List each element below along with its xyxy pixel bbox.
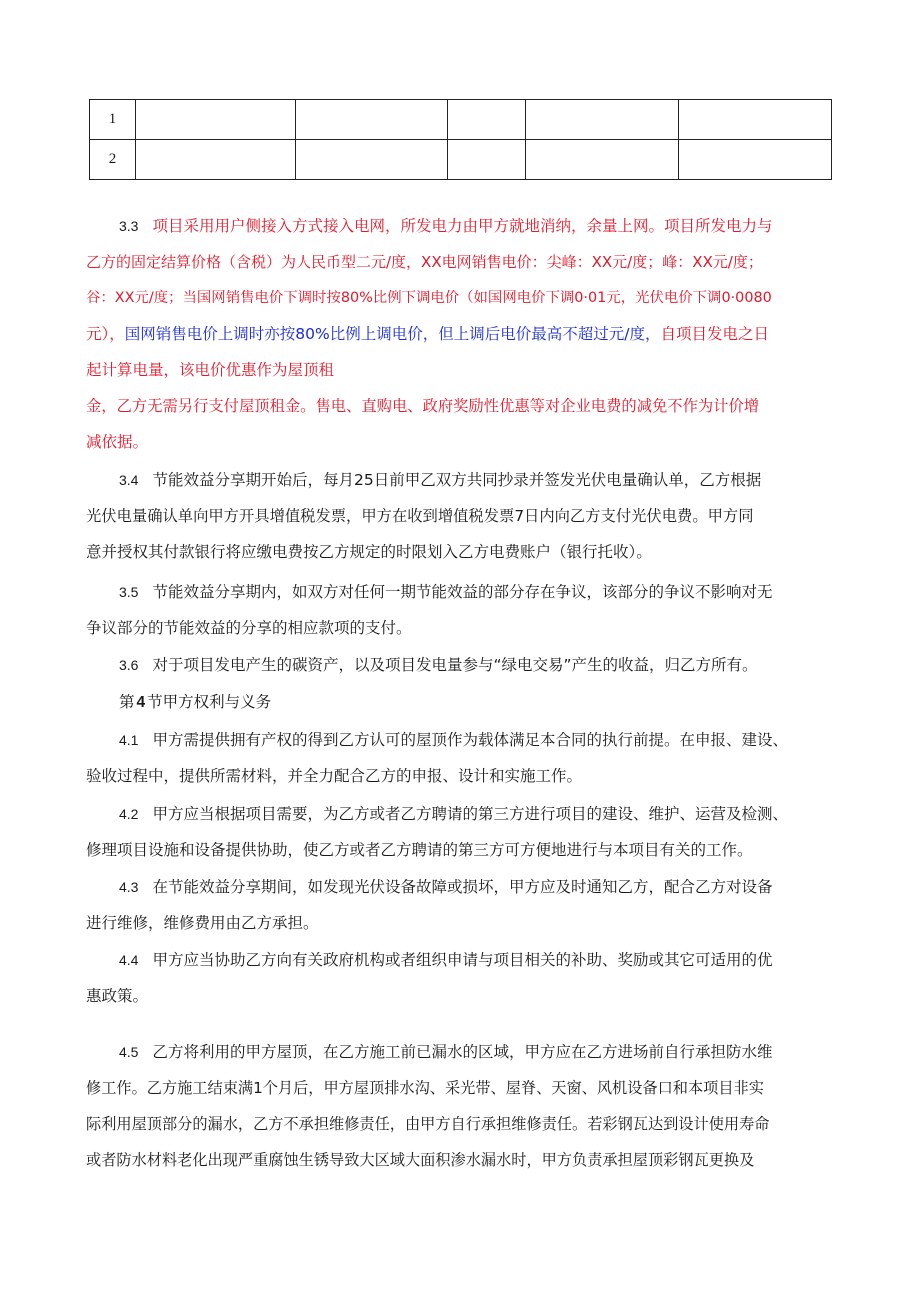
- clause-text-line: 光伏电量确认单向甲方开具增值税发票，甲方在收到增值税发票7日内向乙方支付光伏电费。甲方同: [86, 507, 754, 525]
- clause-text-line: 甲方需提供拥有产权的得到乙方认可的屋顶作为载体满足本合同的执行前提。在申报、建设、: [152, 731, 788, 749]
- clause-text-fragment: 自项目发电之日: [660, 325, 769, 343]
- row-number-cell: 2: [90, 140, 136, 180]
- clause-text-line: 节能效益分享期开始后，每月25日前甲乙双方共同抄录并签发光伏电量确认单，乙方根据: [152, 471, 762, 489]
- clause-text-line: 减依据。: [86, 433, 149, 451]
- clause-text-line: 甲方应当根据项目需要，为乙方或者乙方聘请的第三方进行项目的建设、维护、运营及检测、: [152, 805, 788, 823]
- table-cell: [136, 100, 296, 140]
- clause-number: 4.5: [119, 1044, 139, 1060]
- clause-number: 3.5: [119, 584, 139, 600]
- clause-4-3: [86, 869, 838, 941]
- row-number-cell: 1: [90, 100, 136, 140]
- clause-number: 3.4: [119, 472, 139, 488]
- clause-text-line: 节能效益分享期内，如双方对任何一期节能效益的部分存在争议，该部分的争议不影响对无: [152, 583, 773, 601]
- clause-text-line: 修工作。乙方施工结束满1个月后，甲方屋顶排水沟、采光带、屋脊、天窗、风机设备口和本项目非实: [86, 1079, 764, 1097]
- table-cell: [679, 140, 832, 180]
- clause-text-fragment: 元），: [86, 325, 125, 343]
- clause-text-line: 进行维修，维修费用由乙方承担。: [86, 914, 319, 932]
- clause-text-line: 验收过程中，提供所需材料，并全力配合乙方的申报、设计和实施工作。: [86, 767, 583, 785]
- clause-number: 4.3: [119, 879, 139, 895]
- clause-3-6: [86, 647, 838, 683]
- heading-prefix: 第: [119, 693, 135, 711]
- table-cell: [679, 100, 832, 140]
- clause-number: 3.3: [119, 218, 139, 234]
- table-row: [90, 140, 832, 180]
- clause-text-line: 惠政策。: [86, 987, 149, 1005]
- heading-number: 4: [136, 694, 146, 711]
- heading-title: 节甲方权利与义务: [147, 693, 272, 711]
- clause-text-line: 或者防水材料老化出现严重腐蚀生锈导致大区域大面积渗水漏水时，甲方负责承担屋顶彩钢瓦更换及: [86, 1151, 755, 1169]
- clause-4-5: [86, 1034, 838, 1178]
- table-cell: [296, 140, 448, 180]
- clause-3-3: [86, 208, 838, 460]
- clause-text-line: 修理项目设施和设备提供协助，使乙方或者乙方聘请的第三方可方便地进行与本项目有关的工作。: [86, 841, 753, 859]
- clause-number: 4.2: [119, 806, 139, 822]
- clause-text-line: 际利用屋顶部分的漏水，乙方不承担维修责任，由甲方自行承担维修责任。若彩钢瓦达到设计使用寿命: [86, 1115, 770, 1133]
- clause-4-1: [86, 722, 838, 794]
- clause-text-line: 项目采用用户侧接入方式接入电网，所发电力由甲方就地消纳，余量上网。项目所发电力与: [152, 217, 773, 235]
- table-cell: [296, 100, 448, 140]
- clause-text-line: 对于项目发电产生的碳资产，以及项目发电量参与“绿电交易”产生的收益，归乙方所有。: [152, 656, 758, 674]
- clause-4-2: [86, 796, 838, 868]
- clause-text-line: 甲方应当协助乙方向有关政府机构或者组织申请与项目相关的补助、奖励或其它可适用的优: [152, 951, 773, 969]
- clause-4-4: [86, 942, 838, 1014]
- clause-text-line: 乙方将利用的甲方屋顶，在乙方施工前已漏水的区域，甲方应在乙方进场前自行承担防水维: [152, 1043, 773, 1061]
- clause-3-5: [86, 574, 838, 646]
- table-cell: [526, 100, 679, 140]
- table-row: [90, 100, 832, 140]
- clause-text-line: 在节能效益分享期间，如发现光伏设备故障或损坏，甲方应及时通知乙方，配合乙方对设备: [152, 878, 773, 896]
- clause-text-line: 金，乙方无需另行支付屋顶租金。售电、直购电、政府奖励性优惠等对企业电费的减免不作为计价增: [86, 397, 760, 415]
- clause-number: 3.6: [119, 657, 139, 673]
- clause-text-fragment: 国网销售电价上调时亦按80%比例上调电价，但上调后电价最高不超过元/度，: [124, 325, 661, 343]
- table-cell: [448, 140, 526, 180]
- clause-text-line: 谷：XX元/度；当国网销售电价下调时按80%比例下调电价（如国网电价下调0·01元，光伏电价下调0·0080: [86, 290, 772, 306]
- table-cell: [448, 100, 526, 140]
- clause-text-line: 意并授权其付款银行将应缴电费按乙方规定的时限划入乙方电费账户（银行托收）。: [86, 543, 652, 561]
- clause-text-line: 乙方的固定结算价格（含税）为人民币型二元/度，XX电网销售电价：尖峰：XX元/度；峰：XX元/度；: [86, 253, 763, 271]
- table-cell: [526, 140, 679, 180]
- clause-number: 4.1: [119, 732, 139, 748]
- table-cell: [136, 140, 296, 180]
- section-heading: [119, 684, 271, 721]
- clause-3-4: [86, 462, 838, 570]
- clause-text-line: 起计算电量，该电价优惠作为屋顶租: [86, 361, 335, 379]
- data-table: [89, 99, 832, 180]
- clause-number: 4.4: [119, 952, 139, 968]
- clause-text-line: 争议部分的节能效益的分享的相应款项的支付。: [86, 619, 412, 637]
